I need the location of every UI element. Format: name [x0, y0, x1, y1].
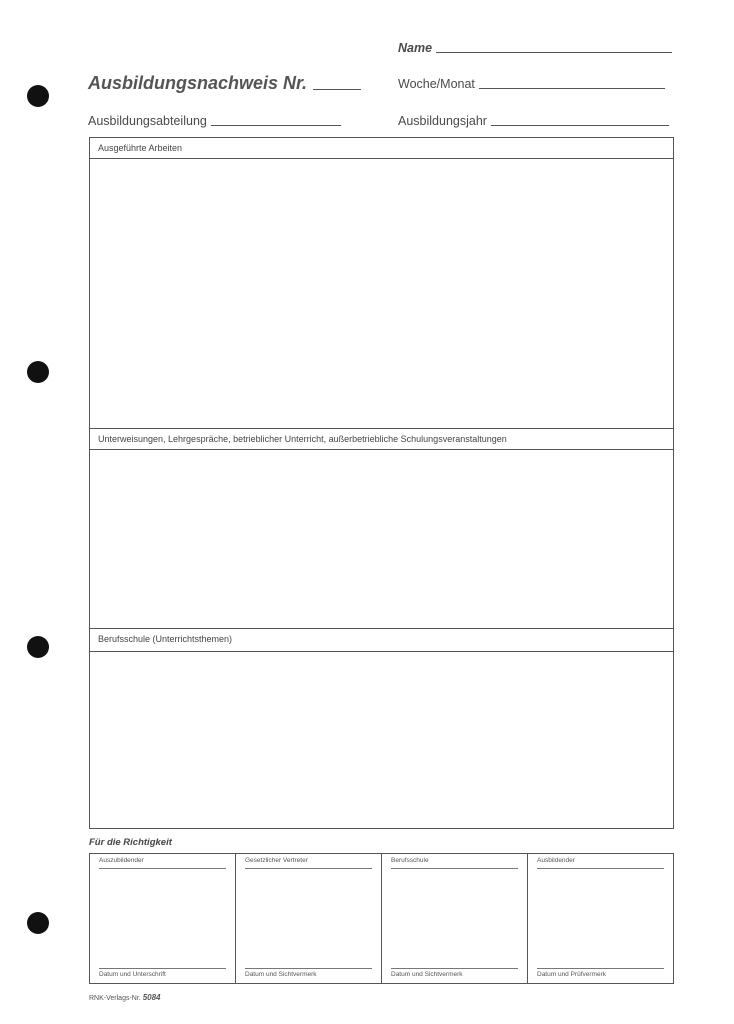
signature-bottom-line — [391, 968, 518, 969]
woche-line[interactable] — [479, 87, 665, 89]
signature-cell-berufsschule[interactable] — [382, 854, 528, 983]
signature-caption: Datum und Unterschrift — [99, 971, 166, 978]
title-text: Ausbildungsnachweis Nr. — [88, 73, 308, 93]
section-arbeiten-area[interactable] — [90, 159, 673, 428]
signature-role: Gesetzlicher Vertreter — [245, 857, 308, 864]
woche-field[interactable] — [398, 77, 665, 91]
section-berufsschule-header: Berufsschule (Unterrichtsthemen) — [98, 634, 233, 644]
punch-hole-2 — [27, 361, 49, 383]
signature-top-line — [245, 868, 372, 869]
signature-top-line — [391, 868, 518, 869]
publisher-number — [89, 993, 160, 1002]
signature-bottom-line — [245, 968, 372, 969]
signature-role: Ausbildender — [537, 857, 575, 864]
abteilung-label: Ausbildungsabteilung — [88, 114, 207, 128]
section-unterweisungen-area[interactable] — [90, 450, 673, 628]
jahr-label: Ausbildungsjahr — [398, 114, 487, 128]
signature-bottom-line — [537, 968, 664, 969]
name-field[interactable] — [398, 41, 672, 55]
jahr-field[interactable] — [398, 114, 669, 128]
name-line[interactable] — [436, 51, 672, 53]
signature-caption: Datum und Prüfvermerk — [537, 971, 606, 978]
signature-cell-ausbildender[interactable] — [528, 854, 673, 983]
jahr-line[interactable] — [491, 124, 669, 126]
title-number-line[interactable] — [313, 89, 361, 90]
section-unterweisungen-header: Unterweisungen, Lehrgespräche, betrieblicher Unterricht, außerbetriebliche Schulungsveranstaltungen — [98, 434, 507, 444]
publisher-number-value: 5084 — [142, 993, 161, 1002]
signature-role: Auszubildender — [99, 857, 144, 864]
abteilung-field[interactable] — [88, 114, 341, 128]
section-berufsschule-area[interactable] — [90, 652, 673, 828]
page-title — [88, 73, 361, 94]
publisher-prefix: RNK-Verlags-Nr. — [89, 995, 141, 1002]
report-box — [89, 137, 674, 829]
richtigkeit-label: Für die Richtigkeit — [89, 837, 172, 848]
name-label: Name — [398, 41, 433, 55]
signature-box — [89, 853, 674, 984]
signature-top-line — [537, 868, 664, 869]
signature-role: Berufsschule — [391, 857, 429, 864]
punch-hole-4 — [27, 912, 49, 934]
signature-bottom-line — [99, 968, 226, 969]
signature-cell-auszubildender[interactable] — [90, 854, 236, 983]
signature-caption: Datum und Sichtvermerk — [391, 971, 463, 978]
abteilung-line[interactable] — [211, 124, 341, 126]
signature-cell-vertreter[interactable] — [236, 854, 382, 983]
signature-caption: Datum und Sichtvermerk — [245, 971, 317, 978]
woche-label: Woche/Monat — [398, 77, 475, 91]
signature-top-line — [99, 868, 226, 869]
punch-hole-1 — [27, 85, 49, 107]
section-arbeiten-header: Ausgeführte Arbeiten — [98, 143, 183, 153]
punch-hole-3 — [27, 636, 49, 658]
